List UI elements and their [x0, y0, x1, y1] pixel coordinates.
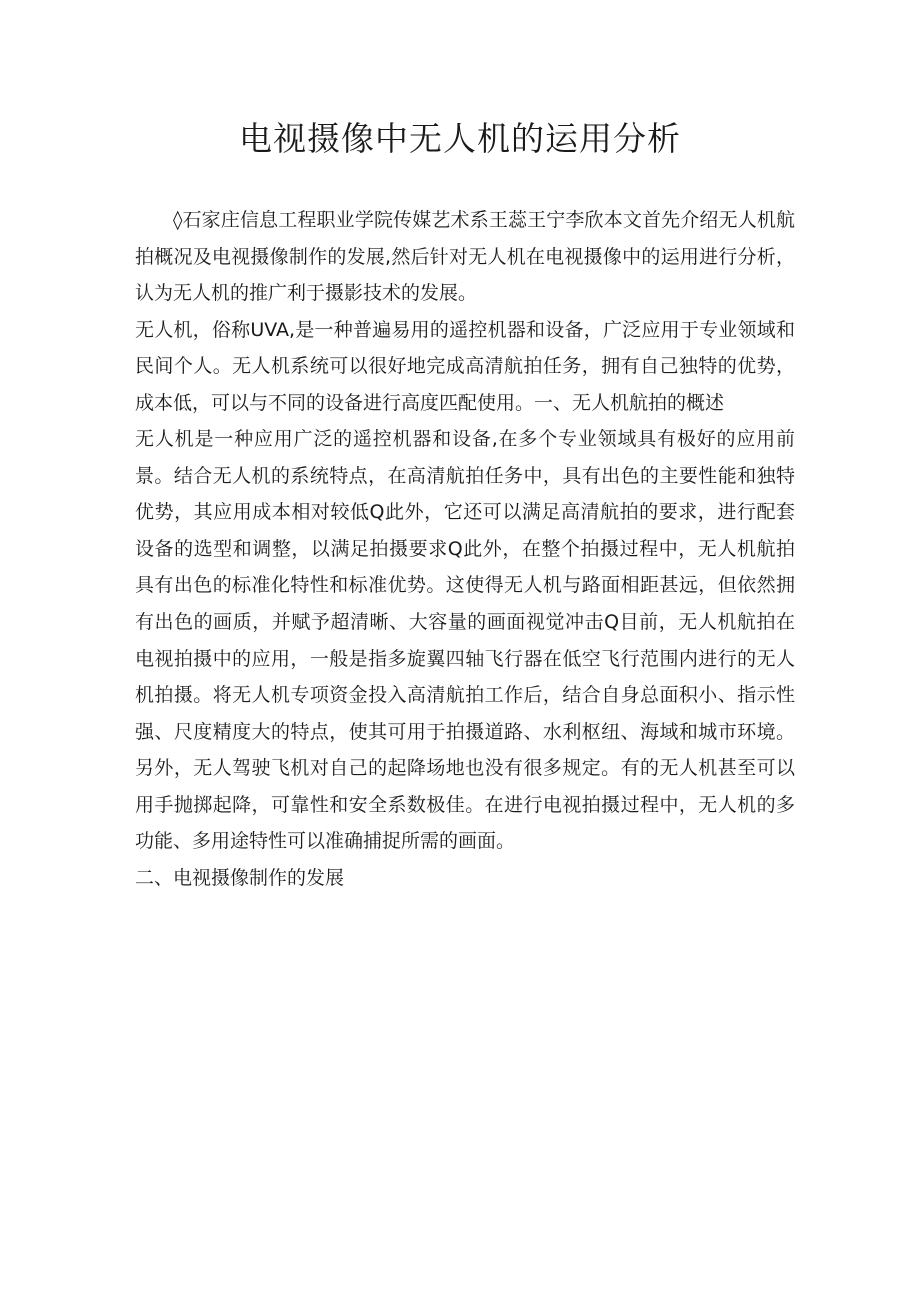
document-title: 电视摄像中无人机的运用分析 — [239, 119, 681, 158]
document-body — [135, 202, 795, 896]
intro-paragraph: 无人机，俗称UVA,是一种普遍易用的遥控机器和设备，广泛应用于专业领域和民间个人。无人机系统可以很好地完成高清航拍任务，拥有自己独特的优势，成本低，可以与不同的设备进行高度匹配使用。一、无人机航拍的概述 — [135, 318, 795, 414]
section-heading-tv-production: 二、电视摄像制作的发展 — [135, 866, 345, 889]
aerial-overview-paragraph: 无人机是一种应用广泛的遥控机器和设备,在多个专业领域具有极好的应用前景。结合无人机的系统特点，在高清航拍任务中，具有出色的主要性能和独特优势，其应用成本相对较低Q此外，它还可以满足高清航拍的要求，进行配套设备的选型和调整，以满足拍摄要求Q此外，在整个拍摄过程中，无人机航拍具有出色的标准化特性和标准优势。这使得无人机与路面相距甚远，但依然拥有出色的画质，并赋予超清晰、大容量的画面视觉冲击Q目前，无人机航拍在电视拍摄中的应用，一般是指多旋翼四轴飞行器在低空飞行范围内进行的无人机拍摄。将无人机专项资金投入高清航拍工作后，结合自身总面积小、指示性强、尺度精度大的特点，使其可用于拍摄道路、水利枢纽、海域和城市环境。另外，无人驾驶飞机对自己的起降场地也没有很多规定。有的无人机甚至可以用手抛掷起降，可靠性和安全系数极佳。在进行电视拍摄过程中，无人机的多功能、多用途特性可以准确捕捉所需的画面。 — [135, 428, 795, 853]
author-abstract-paragraph: ◊石家庄信息工程职业学院传媒艺术系王蕊王宁李欣本文首先介绍无人机航拍概况及电视摄像制作的发展,然后针对无人机在电视摄像中的运用进行分析，认为无人机的推广利于摄影技术的发展。 — [135, 209, 795, 305]
